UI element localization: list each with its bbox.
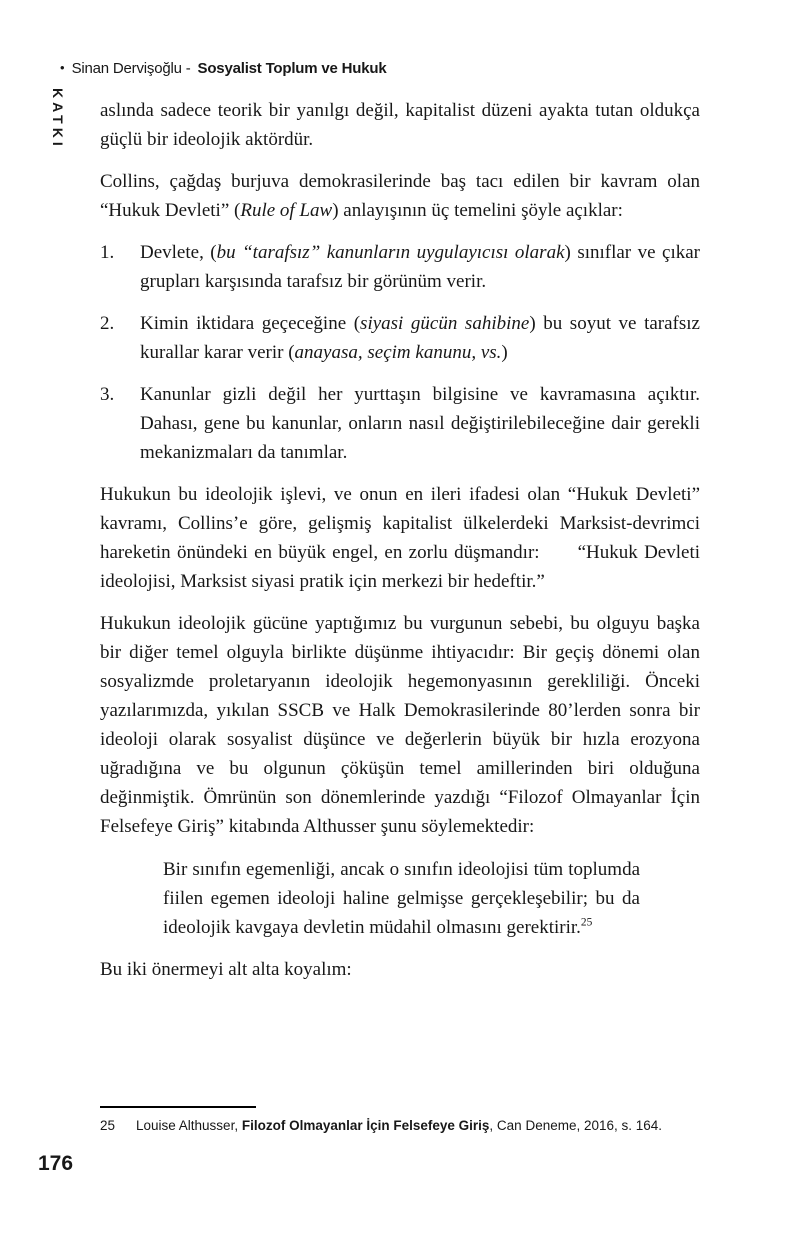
- body-text: [100, 96, 700, 997]
- text-segment: bu “tarafsız” kanunların uygulayıcısı olarak: [216, 242, 565, 263]
- list-item-number: 1.: [100, 242, 115, 263]
- footnote-rule: [100, 1106, 256, 1108]
- text-segment: ) sınıflar ve çıkar grupları karşısında tarafsız bir görünüm verir.: [140, 242, 701, 292]
- text-segment: Devlete, (: [140, 242, 217, 263]
- text-segment: ): [501, 342, 508, 363]
- bullet-icon: •: [60, 60, 65, 75]
- paragraph: [100, 480, 700, 596]
- paragraph: [100, 955, 700, 984]
- footnote-line: [100, 1117, 708, 1135]
- text-segment: Filozof Olmayanlar İçin Felsefeye Giriş: [241, 1118, 490, 1133]
- header-author: Sinan Dervişoğlu -: [71, 60, 191, 77]
- page-number: 176: [38, 1152, 74, 1175]
- footnote-text: [136, 1117, 708, 1135]
- text-segment: Kanunlar gizli değil her yurttaşın bilgisine ve kavramasına açıktır. Dahası, gene bu kanunlar, onların nasıl değiştirilebileceğine dair gerekli mekanizmaları da tanımlar.: [140, 384, 700, 463]
- text-segment: Kimin iktidara geçeceğine (: [140, 313, 361, 334]
- paragraph: [100, 609, 700, 841]
- header-book-title: Sosyalist Toplum ve Hukuk: [197, 60, 387, 77]
- text-segment: Bu iki önermeyi alt alta koyalım:: [100, 959, 352, 980]
- text-segment: Rule of Law: [240, 200, 333, 221]
- text-segment: anayasa, seçim kanunu, vs.: [294, 342, 502, 363]
- numbered-list-item: [100, 238, 700, 296]
- section-label-vertical: KATKI: [50, 88, 66, 150]
- running-header: [60, 60, 386, 77]
- text-segment: Bir sınıfın egemenliği, ancak o sınıfın ideolojisi tüm toplumda fiilen egemen ideoloji haline gelmişse gerçekleşebilir; bu da ideolojik kavgaya devletin müdahil olmasını gerektirir.: [163, 859, 640, 938]
- text-segment: Louise Althusser,: [136, 1118, 242, 1133]
- footnote-reference: 25: [580, 916, 593, 929]
- paragraph: [100, 167, 700, 225]
- text-segment: ) anlayışının üç temelini şöyle açıklar:: [332, 200, 623, 221]
- footnote-area: [100, 1106, 708, 1135]
- list-item-number: 3.: [100, 384, 115, 405]
- block-quote: [163, 855, 640, 942]
- text-segment: Collins, çağdaş burjuva demokrasilerinde baş tacı edilen bir kavram olan “Hukuk Devleti” (: [100, 171, 700, 221]
- text-segment: Hukukun bu ideolojik işlevi, ve onun en ileri ifadesi olan “Hukuk Devleti” kavramı, Collins’e göre, gelişmiş kapitalist ülkelerdeki Marksist-devrimci hareketin önündeki en büyük engel, en zorlu düşmandır: “Hukuk Devleti ideolojisi, Marksist siyasi pratik için merkezi bir hedeftir.”: [100, 484, 700, 592]
- list-item-number: 2.: [100, 313, 115, 334]
- text-segment: siyasi gücün sahibine: [360, 313, 530, 334]
- numbered-list-item: [100, 309, 700, 367]
- list-item-text: [140, 238, 700, 296]
- footnote-number: 25: [100, 1118, 116, 1133]
- list-item-text: [140, 380, 700, 467]
- text-segment: ) bu soyut ve tarafsız kurallar karar verir (: [140, 313, 700, 363]
- text-segment: Hukukun ideolojik gücüne yaptığımız bu vurgunun sebebi, bu olguyu başka bir diğer temel olguyla birlikte düşünme ihtiyacıdır: Bir geçiş dönemi olan sosyalizmde proletaryanın ideolojik hegemonyasının gerekliliği. Önceki yazılarımızda, yıkılan SSCB ve Halk Demokrasilerinde 80’lerden sonra bir ideoloji olarak sosyalist düşünce ve değerlerin büyük bir hızla erozyona uğradığına ve bu olgunun çöküşün temel amillerinden biri olduğuna değinmiştik. Ömrünün son dönemlerinde yazdığı “Filozof Olmayanlar İçin Felsefeye Giriş” kitabında Althusser şunu söylemektedir:: [100, 613, 700, 837]
- list-item-text: [140, 309, 700, 367]
- text-segment: aslında sadece teorik bir yanılgı değil, kapitalist düzeni ayakta tutan oldukça güçlü bir ideolojik aktördür.: [100, 100, 700, 150]
- numbered-list-item: [100, 380, 700, 467]
- paragraph: [100, 96, 700, 154]
- text-segment: , Can Deneme, 2016, s. 164.: [489, 1118, 663, 1133]
